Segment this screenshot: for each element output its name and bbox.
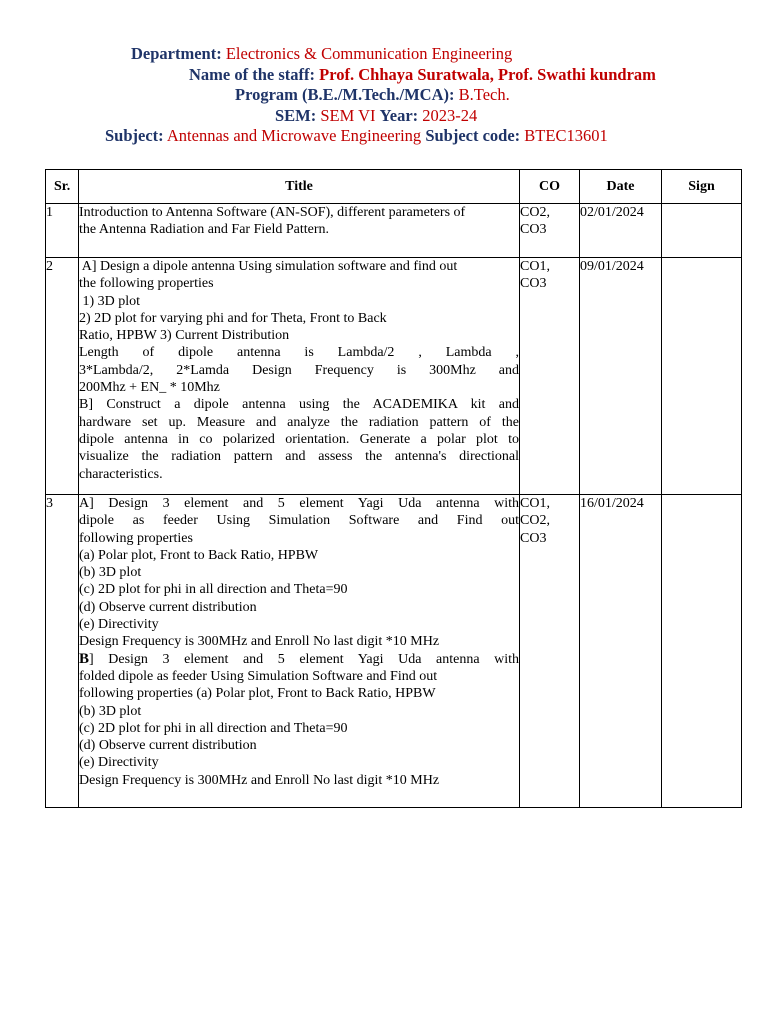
- title-line: A] Design a dipole antenna Using simulation software and find out: [79, 259, 458, 274]
- department-line: [0, 44, 768, 65]
- co-item: CO3: [520, 222, 547, 238]
- row-co: [520, 204, 580, 258]
- row-date: 09/01/2024: [580, 258, 662, 495]
- title-line: 2) 2D plot for varying phi and for Theta, Front to Back: [79, 310, 387, 326]
- title-line: the following properties: [79, 276, 214, 292]
- row-co: [520, 495, 580, 808]
- row-date: 16/01/2024: [580, 495, 662, 808]
- title-line: Length of dipole antenna is Lambda/2 , Lambda ,: [79, 345, 519, 361]
- table-row: [46, 258, 742, 495]
- program-value: B.Tech.: [458, 85, 510, 104]
- row-sr: 1: [46, 204, 79, 258]
- column-header-sign: Sign: [662, 170, 742, 204]
- row-sign: [662, 258, 742, 495]
- subject-label: Subject:: [105, 126, 164, 145]
- title-line: (a) Polar plot, Front to Back Ratio, HPBW: [79, 547, 319, 563]
- title-line: 3*Lambda/2, 2*Lamda Design Frequency is 300Mhz and: [79, 362, 519, 378]
- row-sr: 3: [46, 495, 79, 808]
- column-header-sr: Sr.: [46, 170, 79, 204]
- co-item: CO2,: [520, 205, 550, 220]
- row-date: 02/01/2024: [580, 204, 662, 258]
- title-line: (d) Observe current distribution: [79, 599, 257, 615]
- table-header-row: [46, 170, 742, 204]
- title-line: [79, 651, 519, 668]
- title-line: Design Frequency is 300MHz and Enroll No last digit *10 MHz: [79, 772, 440, 788]
- title-line: (b) 3D plot: [79, 565, 142, 581]
- row-title: [79, 258, 520, 495]
- row-sign: [662, 204, 742, 258]
- program-label: Program (B.E./M.Tech./MCA):: [235, 85, 455, 104]
- title-line: Ratio, HPBW 3) Current Distribution: [79, 328, 290, 344]
- title-line: (d) Observe current distribution: [79, 738, 257, 754]
- subject-line: [0, 126, 768, 147]
- co-item: CO2,: [520, 513, 550, 529]
- title-line: (c) 2D plot for phi in all direction and Theta=90: [79, 582, 348, 598]
- title-line: 200Mhz + EN_ * 10Mhz: [79, 380, 220, 396]
- title-line: (e) Directivity: [79, 755, 159, 771]
- title-line: A] Design 3 element and 5 element Yagi Uda antenna with: [79, 496, 519, 511]
- section-b-lead: B: [79, 650, 90, 667]
- experiment-table: [45, 169, 742, 808]
- department-value: Electronics & Communication Engineering: [225, 44, 513, 63]
- column-header-title: Title: [79, 170, 520, 204]
- subject-code-value: BTEC13601: [524, 126, 608, 145]
- row-title: [79, 495, 520, 808]
- co-item: CO3: [520, 276, 547, 292]
- co-item: CO1,: [520, 259, 550, 274]
- column-header-co: CO: [520, 170, 580, 204]
- co-item: CO1,: [520, 496, 550, 511]
- sem-line: [0, 106, 768, 127]
- title-line: following properties (a) Polar plot, Front to Back Ratio, HPBW: [79, 686, 436, 702]
- title-line: folded dipole as feeder Using Simulation Software and Find out: [79, 668, 438, 684]
- year-label: Year:: [379, 105, 419, 125]
- title-line: visualize the radiation pattern and assess the antenna's directional: [79, 449, 519, 465]
- row-sign: [662, 495, 742, 808]
- title-line: hardware set up. Measure and analyze the radiation pattern of the: [79, 414, 519, 430]
- column-header-date: Date: [580, 170, 662, 204]
- subject-code-label: Subject code:: [425, 126, 521, 145]
- program-line: [0, 85, 768, 106]
- year-value: 2023-24: [422, 105, 478, 125]
- subject-value: Antennas and Microwave Engineering: [166, 126, 422, 145]
- title-line: (b) 3D plot: [79, 703, 142, 719]
- co-item: CO3: [520, 530, 547, 546]
- title-line-text: ] Design 3 element and 5 element Yagi Uda antenna with: [89, 651, 519, 667]
- title-line: the Antenna Radiation and Far Field Pattern.: [79, 222, 330, 238]
- title-line: B] Construct a dipole antenna using the ACADEMIKA kit and: [79, 397, 519, 413]
- title-line: dipole as feeder Using Simulation Software and Find out: [79, 513, 519, 529]
- sem-value: SEM VI: [320, 105, 376, 125]
- department-label: Department:: [131, 44, 222, 63]
- title-line: (e) Directivity: [79, 617, 159, 633]
- title-line: (c) 2D plot for phi in all direction and Theta=90: [79, 720, 348, 736]
- title-line: Introduction to Antenna Software (AN-SOF), different parameters of: [79, 205, 466, 220]
- table-row: [46, 204, 742, 258]
- title-line: 1) 3D plot: [79, 293, 141, 309]
- document-header: [0, 44, 768, 147]
- row-sr: 2: [46, 258, 79, 495]
- title-line: following properties: [79, 530, 193, 546]
- staff-line: [0, 65, 768, 86]
- table-row: [46, 495, 742, 808]
- staff-label: Name of the staff:: [189, 64, 315, 84]
- sem-label: SEM:: [275, 105, 317, 125]
- row-co: [520, 258, 580, 495]
- title-line: characteristics.: [79, 466, 163, 482]
- staff-value: Prof. Chhaya Suratwala, Prof. Swathi kundram: [319, 64, 656, 84]
- title-line: Design Frequency is 300MHz and Enroll No last digit *10 MHz: [79, 634, 440, 650]
- title-line: dipole antenna in co polarized orientation. Generate a polar plot to: [79, 431, 519, 447]
- row-title: [79, 204, 520, 258]
